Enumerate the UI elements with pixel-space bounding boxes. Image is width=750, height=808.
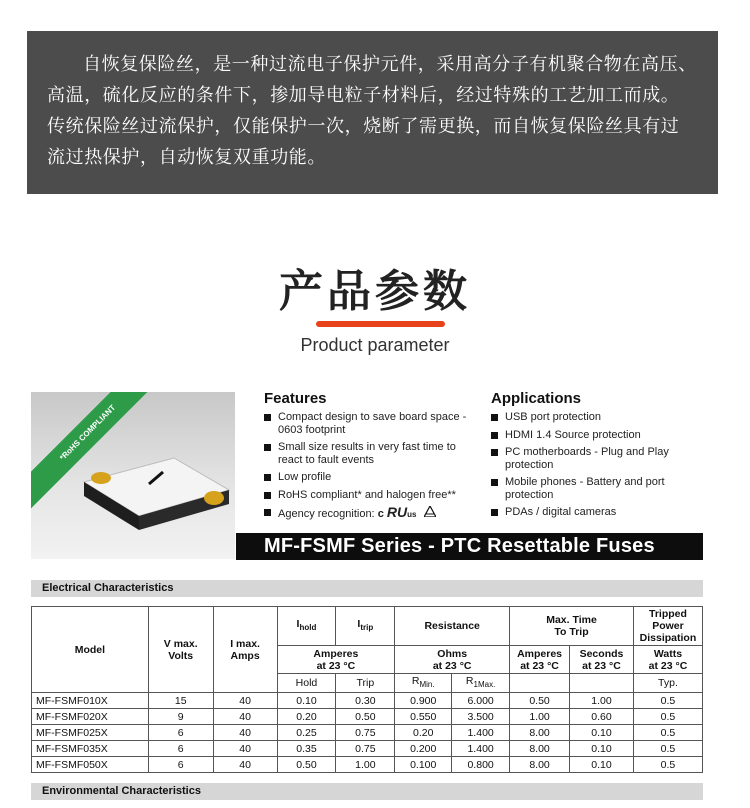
table-cell: 0.60 [570, 709, 634, 725]
table-cell: 3.500 [452, 709, 510, 725]
table-cell: 6.000 [452, 693, 510, 709]
application-item: PDAs / digital cameras [491, 506, 691, 519]
table-cell: 0.50 [336, 709, 395, 725]
header-seconds: Seconds at 23 °C [570, 646, 634, 674]
feature-item: Agency recognition: c RUus [264, 506, 479, 522]
product-photo [31, 392, 235, 559]
table-cell: 0.30 [336, 693, 395, 709]
series-banner: MF-FSMF Series - PTC Resettable Fuses [236, 533, 703, 560]
table-cell: 9 [148, 709, 213, 725]
table-cell: 0.900 [395, 693, 452, 709]
table-cell: 0.5 [633, 725, 702, 741]
table-cell: 0.75 [336, 741, 395, 757]
intro-panel [27, 31, 718, 194]
features-title: Features [264, 390, 327, 407]
table-cell: 0.5 [633, 693, 702, 709]
header-typ: Typ. [633, 674, 702, 693]
table-cell: 6 [148, 757, 213, 773]
table-cell: 0.5 [633, 709, 702, 725]
header-ohms: Ohms at 23 °C [395, 646, 510, 674]
table-cell: 0.20 [277, 709, 336, 725]
header-watts: Watts at 23 °C [633, 646, 702, 674]
section-subtitle: Product parameter [300, 335, 450, 355]
table-cell: 1.00 [510, 709, 570, 725]
table-cell: 40 [213, 693, 277, 709]
table-cell: 0.35 [277, 741, 336, 757]
table-cell: 1.00 [570, 693, 634, 709]
applications-block [491, 390, 691, 524]
table-cell: 1.00 [336, 757, 395, 773]
table-cell: 40 [213, 757, 277, 773]
feature-item: Low profile [264, 471, 479, 484]
table-cell: 1.400 [452, 725, 510, 741]
cell-model: MF-FSMF035X [32, 741, 149, 757]
table-cell: 40 [213, 725, 277, 741]
fuse-chip-image [79, 450, 234, 530]
intro-text: 自恢复保险丝，是一种过流电子保护元件，采用高分子有机聚合物在高压、 高温，硫化反应的条件下，掺加导电粒子材料后，经过特殊的工艺加工而成。 传统保险丝过流保护，仅能保护一次，烧断了需更换，而自恢复保险丝具有过 流过热保护，自动恢复双重功能。 [47, 54, 697, 168]
environmental-section-bar: Environmental Characteristics [31, 783, 703, 800]
section-title: 产品参数 [279, 266, 471, 317]
applications-title: Applications [491, 390, 582, 407]
table-cell: 0.25 [277, 725, 336, 741]
header-amperes-trip: Amperes at 23 °C [510, 646, 570, 674]
table-cell: 6 [148, 725, 213, 741]
table-row [32, 741, 703, 757]
table-cell: 40 [213, 741, 277, 757]
table-cell: 0.10 [570, 725, 634, 741]
cell-model: MF-FSMF025X [32, 725, 149, 741]
table-cell: 0.10 [570, 757, 634, 773]
electrical-section-bar: Electrical Characteristics [31, 580, 703, 597]
cell-model: MF-FSMF020X [32, 709, 149, 725]
table-cell: 0.5 [633, 757, 702, 773]
ul-recognition-mark: c RUus [377, 504, 417, 520]
header-trip: Trip [336, 674, 395, 693]
table-cell: 0.75 [336, 725, 395, 741]
table-row [32, 757, 703, 773]
feature-item: Small size results in very fast time to react to fault events [264, 441, 479, 466]
table-row [32, 693, 703, 709]
section-underline [316, 321, 445, 327]
table-row [32, 725, 703, 741]
application-item: USB port protection [491, 411, 691, 424]
header-hold: Hold [277, 674, 336, 693]
tuv-triangle-icon [424, 506, 436, 521]
table-cell: 8.00 [510, 741, 570, 757]
table-cell: 8.00 [510, 725, 570, 741]
electrical-table [31, 606, 703, 773]
header-tripped-power: Tripped Power Dissipation [633, 607, 702, 646]
table-cell: 0.50 [277, 757, 336, 773]
table-row [32, 709, 703, 725]
header-resistance: Resistance [395, 607, 510, 646]
application-item: PC motherboards - Plug and Play protection [491, 446, 691, 471]
table-cell: 0.100 [395, 757, 452, 773]
header-imax: I max. Amps [213, 607, 277, 693]
rohs-ribbon: *RoHS COMPLIANT [31, 392, 164, 509]
table-cell: 0.550 [395, 709, 452, 725]
table-cell: 0.5 [633, 741, 702, 757]
table-cell: 8.00 [510, 757, 570, 773]
table-cell: 1.400 [452, 741, 510, 757]
header-ihold: $I_{hold}$ [277, 607, 336, 646]
features-block [264, 390, 479, 527]
table-cell: 0.800 [452, 757, 510, 773]
table-cell: 15 [148, 693, 213, 709]
table-cell: 0.200 [395, 741, 452, 757]
header-amperes: Amperes at 23 °C [277, 646, 395, 674]
header-r1max: $R_{1Max.}$ [452, 674, 510, 693]
table-cell: 0.10 [277, 693, 336, 709]
table-cell: 0.10 [570, 741, 634, 757]
header-vmax: V max. Volts [148, 607, 213, 693]
feature-item: Compact design to save board space - 0603 footprint [264, 411, 479, 436]
table-cell: 6 [148, 741, 213, 757]
header-max-time: Max. Time To Trip [510, 607, 634, 646]
header-rmin: $R_{Min.}$ [395, 674, 452, 693]
application-item: Mobile phones - Battery and port protection [491, 476, 691, 501]
table-cell: 0.20 [395, 725, 452, 741]
header-model: Model [32, 607, 149, 693]
table-cell: 40 [213, 709, 277, 725]
table-cell: 0.50 [510, 693, 570, 709]
feature-item: RoHS compliant* and halogen free** [264, 489, 479, 502]
cell-model: MF-FSMF010X [32, 693, 149, 709]
application-item: HDMI 1.4 Source protection [491, 429, 691, 442]
cell-model: MF-FSMF050X [32, 757, 149, 773]
header-itrip: $I_{trip}$ [336, 607, 395, 646]
